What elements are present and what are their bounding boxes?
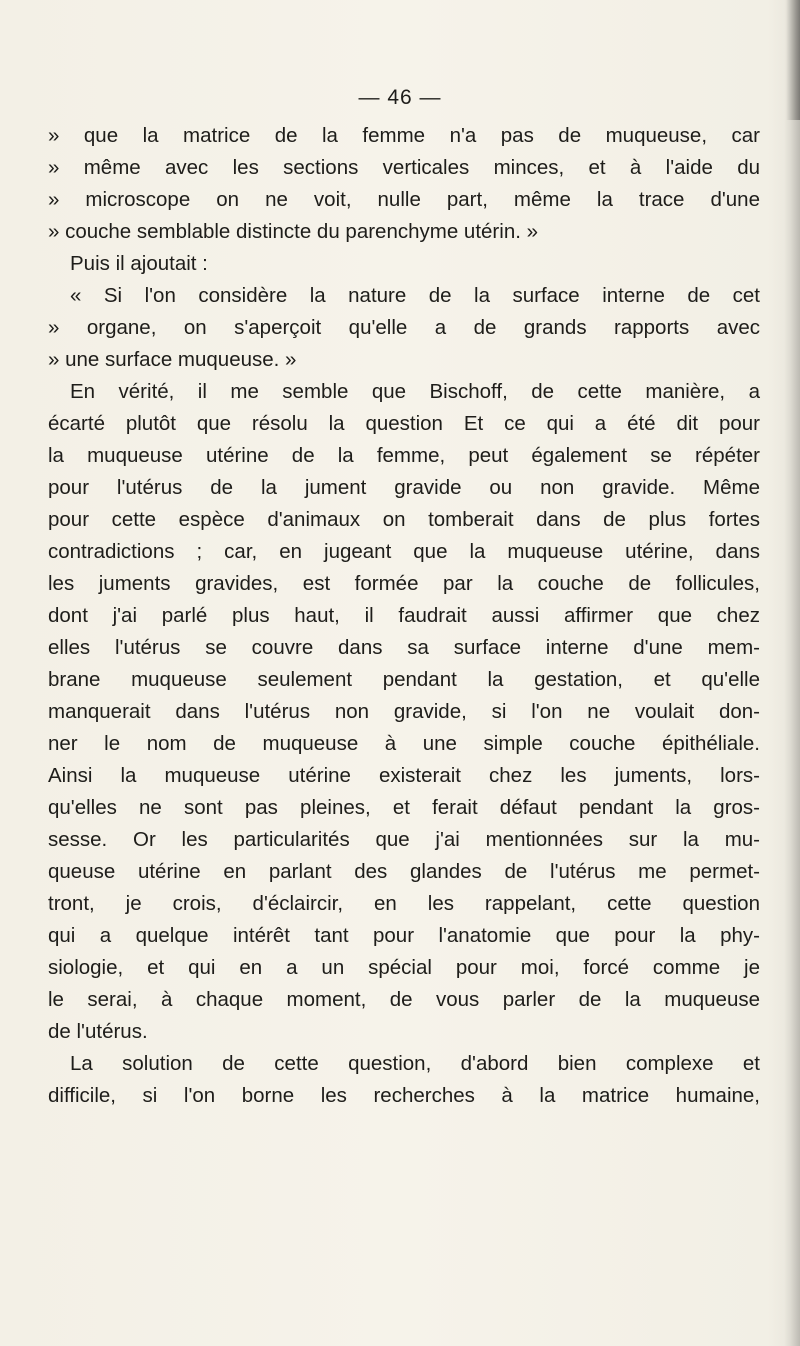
- text-line: En vérité, il me semble que Bischoff, de cette manière, a: [70, 380, 760, 403]
- text-line: La solution de cette question, d'abord bien complexe et: [70, 1052, 760, 1075]
- text-line: queuse utérine en parlant des glandes de l'utérus me permet-: [48, 860, 760, 883]
- text-line: « Si l'on considère la nature de la surface interne de cet: [70, 284, 760, 307]
- text-line: qui a quelque intérêt tant pour l'anatomie que pour la phy-: [48, 924, 760, 947]
- text-line: » organe, on s'aperçoit qu'elle a de grands rapports avec: [48, 316, 760, 339]
- text-line: les juments gravides, est formée par la couche de follicules,: [48, 572, 760, 595]
- text-line: la muqueuse utérine de la femme, peut également se répéter: [48, 444, 760, 467]
- text-line: siologie, et qui en a un spécial pour moi, forcé comme je: [48, 956, 760, 979]
- text-line: » même avec les sections verticales minces, et à l'aide du: [48, 156, 760, 179]
- text-line: difficile, si l'on borne les recherches à la matrice humaine,: [48, 1084, 760, 1107]
- page-edge-shadow: [784, 0, 800, 1346]
- text-line: dont j'ai parlé plus haut, il faudrait aussi affirmer que chez: [48, 604, 760, 627]
- text-line: écarté plutôt que résolu la question Et ce qui a été dit pour: [48, 412, 760, 435]
- text-line: » une surface muqueuse. »: [48, 348, 297, 371]
- text-line: brane muqueuse seulement pendant la gestation, et qu'elle: [48, 668, 760, 691]
- text-line: contradictions ; car, en jugeant que la muqueuse utérine, dans: [48, 540, 760, 563]
- text-line: pour cette espèce d'animaux on tomberait dans de plus fortes: [48, 508, 760, 531]
- text-line: ner le nom de muqueuse à une simple couche épithéliale.: [48, 732, 760, 755]
- text-line: elles l'utérus se couvre dans sa surface interne d'une mem-: [48, 636, 760, 659]
- text-line: le serai, à chaque moment, de vous parler de la muqueuse: [48, 988, 760, 1011]
- text-line: tront, je crois, d'éclaircir, en les rappelant, cette question: [48, 892, 760, 915]
- text-line: sesse. Or les particularités que j'ai mentionnées sur la mu-: [48, 828, 760, 851]
- text-line: Puis il ajoutait :: [70, 252, 208, 275]
- text-line: » microscope on ne voit, nulle part, même la trace d'une: [48, 188, 760, 211]
- text-line: » que la matrice de la femme n'a pas de muqueuse, car: [48, 124, 760, 147]
- page-number: — 46 —: [358, 86, 442, 109]
- text-line: de l'utérus.: [48, 1020, 148, 1043]
- text-line: Ainsi la muqueuse utérine existerait chez les juments, lors-: [48, 764, 760, 787]
- text-line: » couche semblable distincte du parenchyme utérin. »: [48, 220, 539, 243]
- text-line: manquerait dans l'utérus non gravide, si l'on ne voulait don-: [48, 700, 760, 723]
- text-line: qu'elles ne sont pas pleines, et ferait défaut pendant la gros-: [48, 796, 760, 819]
- text-line: pour l'utérus de la jument gravide ou non gravide. Même: [48, 476, 760, 499]
